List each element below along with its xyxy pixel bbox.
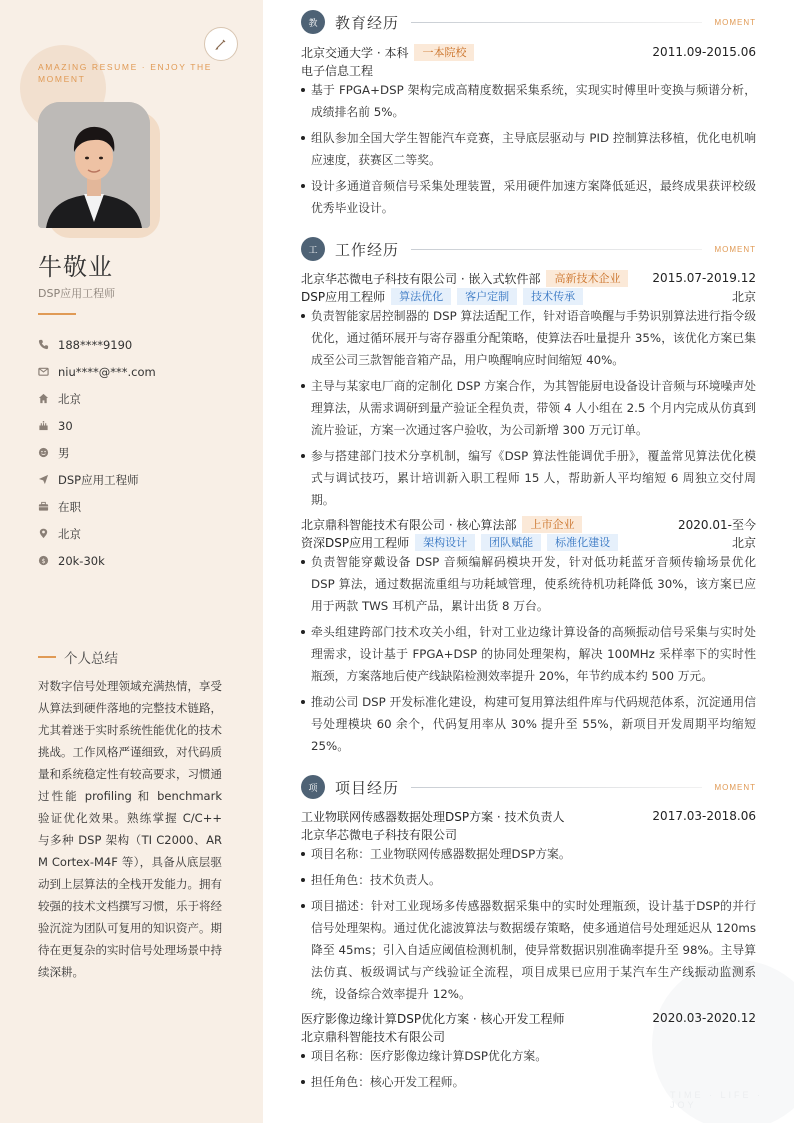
svg-text:$: $ <box>41 556 46 565</box>
location-pin-icon <box>38 528 58 539</box>
education-bullet: 组队参加全国大学生智能汽车竞赛，主导底层驱动与 PID 控制算法移植，优化电机响应速度，获赛区二等奖。 <box>301 127 756 171</box>
skill-tag: 架构设计 <box>415 534 475 551</box>
company-tag: 上市企业 <box>522 516 582 533</box>
company-name: 北京华芯微电子科技有限公司 · 嵌入式软件部 <box>301 271 541 286</box>
candidate-name: 牛敬业 <box>38 253 113 281</box>
project-name: 医疗影像边缘计算DSP优化方案 · 核心开发工程师 <box>301 1011 565 1026</box>
edit-button[interactable] <box>204 27 238 61</box>
info-email <box>38 358 248 385</box>
section-badge: 工 <box>301 237 325 261</box>
section-divider <box>411 787 702 788</box>
work-date: 2015.07-2019.12 <box>652 271 756 285</box>
project-bullet: 项目名称：医疗影像边缘计算DSP优化方案。 <box>301 1045 756 1067</box>
project-company-row <box>301 825 756 843</box>
hometown-value: 北京 <box>58 391 81 406</box>
education-bullet: 设计多通道音频信号采集处理装置，采用硬件加速方案降低延迟，最终成果获评校级优秀毕业设计。 <box>301 175 756 219</box>
work-bullet: 负责智能家居控制器的 DSP 算法适配工作，针对语音唤醒与手势识别算法进行指令级优化，通过循环展开与寄存器重分配策略，使算法吞吐量提升 35%，该优化方案已集成至公司三款智能音箱产品，用户唤醒响应时间缩短 40%。 <box>301 305 756 371</box>
info-status <box>38 493 248 520</box>
location-value: 北京 <box>58 526 81 541</box>
email-value: niu****@***.com <box>58 364 156 379</box>
project-company: 北京华芯微电子科技有限公司 <box>301 827 458 842</box>
gender-value: 男 <box>58 445 70 460</box>
info-location <box>38 520 248 547</box>
section-title: 工作经历 <box>335 240 400 259</box>
work-bullet: 推动公司 DSP 开发标准化建设，构建可复用算法组件库与代码规范体系，沉淀通用信号处理模块 60 余个，代码复用率从 30% 提升至 55%，新项目开发周期平均缩短 25%。 <box>301 691 756 757</box>
phone-icon <box>38 339 58 350</box>
work-city: 北京 <box>731 289 756 304</box>
role-name: DSP应用工程师 <box>301 289 386 304</box>
status-value: 在职 <box>58 499 81 514</box>
section-badge: 项 <box>301 775 325 799</box>
summary-text: 对数字信号处理领域充满热情，享受从算法到硬件落地的完整技术链路，尤其着迷于实时系统性能优化的技术挑战。工作风格严谨细致，对代码质量和系统稳定性有较高要求，习惯通过性能 profiling 和 benchmark 验证优化效果。熟练掌握 C/C++ 与多种 DSP 架构（TI C2000、ARM Cortex-M4F 等），具备从底层驱动到上层算法的全栈开发能力。拥有较强的技术文档撰写习惯，乐于将经验沉淀为团队可复用的知识资产。期待在更复杂的实时信号处理场景中持续深耕。 <box>38 679 222 979</box>
skill-tag: 客户定制 <box>457 288 517 305</box>
project-company: 北京鼎科智能技术有限公司 <box>301 1029 446 1044</box>
project-row <box>301 807 756 825</box>
work-role-row <box>301 533 756 551</box>
section-title: 教育经历 <box>335 13 400 32</box>
work-bullet: 牵头组建跨部门技术攻关小组，针对工业边缘计算设备的高频振动信号采集与实时处理需求，设计基于 FPGA+DSP 的协同处理架构，解决 100MHz 采样率下的实时性瓶颈，方案落地后使产线缺陷检测效率提升 20%，年节约成本约 500 万元。 <box>301 621 756 687</box>
major-row <box>301 61 756 79</box>
work-bullet: 参与搭建部门技术分享机制，编写《DSP 算法性能调优手册》，覆盖常见算法优化模式与调试技巧，累计培训新入职工程师 15 人，帮助新人平均缩短 6 周独立交付周期。 <box>301 445 756 511</box>
work-bullet: 负责智能穿戴设备 DSP 音频编解码模块开发，针对低功耗蓝牙音频传输场景优化 DSP 算法，通过数据流重组与功耗域管理，使系统待机功耗降低 30%，该方案已应用于两款 TWS 耳机产品，累计出货 8 万台。 <box>301 551 756 617</box>
project-company-row <box>301 1027 756 1045</box>
section-divider <box>411 249 702 250</box>
mail-icon <box>38 366 58 377</box>
avatar <box>38 102 150 228</box>
section-header-education <box>301 9 756 35</box>
company-name: 北京鼎科智能技术有限公司 · 核心算法部 <box>301 517 517 532</box>
info-age <box>38 412 248 439</box>
info-home <box>38 385 248 412</box>
summary-title: 个人总结 <box>64 651 118 667</box>
project-name: 工业物联网传感器数据处理DSP方案 · 技术负责人 <box>301 809 565 824</box>
salary-value: 20k-30k <box>58 553 105 568</box>
section-title: 项目经历 <box>335 778 400 797</box>
project-bullet: 担任角色：核心开发工程师。 <box>301 1071 756 1093</box>
work-company-row <box>301 269 756 287</box>
pen-icon <box>214 37 228 51</box>
target-job-value: DSP应用工程师 <box>58 472 139 487</box>
project-bullet: 项目描述：针对工业现场多传感器数据采集中的实时处理瓶颈，设计基于DSP的并行信号处理架构。通过优化滤波算法与数据缓存策略，使多通道信号处理延迟从 120ms 降至 45ms；引入自适应阈值检测机制，使异常数据识别准确率提升至 98%。主导算法仿真、板级调试与产线验证全流程，项目成果已应用于某汽车生产线振动监测系统，设备综合效率提升 12%。 <box>301 895 756 1005</box>
section-moment-label: MOMENT <box>714 782 756 792</box>
project-bullet: 项目名称：工业物联网传感器数据处理DSP方案。 <box>301 843 756 865</box>
skill-tag: 标准化建设 <box>547 534 618 551</box>
info-phone <box>38 331 248 358</box>
info-gender <box>38 439 248 466</box>
project-date: 2020.03-2020.12 <box>652 1011 756 1025</box>
skill-tag: 算法优化 <box>391 288 451 305</box>
summary-heading <box>38 647 118 667</box>
company-tag: 高新技术企业 <box>546 270 628 287</box>
section-header-work <box>301 236 756 262</box>
watermark-text: TIME · LIFE · JOY <box>670 1090 763 1110</box>
briefcase-icon <box>38 501 58 512</box>
send-icon <box>38 474 58 485</box>
cake-icon <box>38 420 58 431</box>
home-icon <box>38 393 58 404</box>
info-target-job <box>38 466 248 493</box>
section-moment-label: MOMENT <box>714 244 756 254</box>
age-value: 30 <box>58 418 73 433</box>
education-date: 2011.09-2015.06 <box>652 45 756 59</box>
work-city: 北京 <box>731 535 756 550</box>
role-name: 资深DSP应用工程师 <box>301 535 410 550</box>
project-row <box>301 1009 756 1027</box>
major-name: 电子信息工程 <box>301 63 374 78</box>
summary-accent-bar <box>38 656 56 658</box>
accent-divider <box>38 313 76 315</box>
work-date: 2020.01-至今 <box>678 517 756 532</box>
school-tag: 一本院校 <box>414 44 474 61</box>
info-salary <box>38 547 248 574</box>
contact-info-list <box>38 331 248 574</box>
work-bullet: 主导与某家电厂商的定制化 DSP 方案合作，为其智能厨电设备设计音频与环境噪声处理算法，从需求调研到量产验证全程负责，带领 4 人小组在 2.5 个月内完成从仿真到流片验证，方案一次通过客户验收，为公司新增 300 万元订单。 <box>301 375 756 441</box>
project-date: 2017.03-2018.06 <box>652 809 756 823</box>
section-moment-label: MOMENT <box>714 17 756 27</box>
skill-tag: 团队赋能 <box>481 534 541 551</box>
project-bullet: 担任角色：技术负责人。 <box>301 869 756 891</box>
work-role-row <box>301 287 756 305</box>
phone-value: 188****9190 <box>58 337 133 352</box>
skill-tag: 技术传承 <box>523 288 583 305</box>
sidebar <box>0 0 263 1123</box>
section-badge: 教 <box>301 10 325 34</box>
school-name: 北京交通大学 · 本科 <box>301 45 409 60</box>
resume-tagline: AMAZING RESUME · ENJOY THE MOMENT <box>38 62 212 84</box>
section-divider <box>411 22 702 23</box>
money-icon <box>38 555 58 566</box>
education-row <box>301 43 756 61</box>
gender-icon <box>38 447 58 458</box>
candidate-job-title: DSP应用工程师 <box>38 287 116 300</box>
education-bullet: 基于 FPGA+DSP 架构完成高精度数据采集系统，实现实时傅里叶变换与频谱分析，成绩排名前 5%。 <box>301 79 756 123</box>
work-company-row <box>301 515 756 533</box>
section-header-project <box>301 774 756 800</box>
